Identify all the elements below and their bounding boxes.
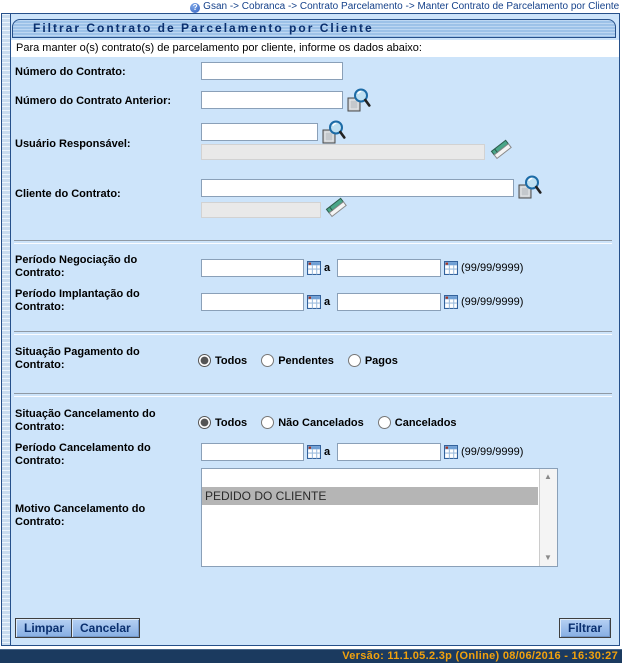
- motivo-cancelamento-listbox[interactable]: [201, 468, 558, 567]
- date-format-hint: (99/99/9999): [461, 446, 524, 458]
- limpar-button[interactable]: Limpar: [15, 618, 73, 638]
- radio-cancelamento-cancelados[interactable]: [378, 416, 457, 429]
- numero-contrato-anterior-label: Número do Contrato Anterior:: [15, 95, 172, 107]
- calendar-icon[interactable]: [444, 445, 458, 464]
- help-icon[interactable]: ?: [190, 3, 200, 13]
- periodo-negociacao-fim-input[interactable]: [337, 259, 441, 277]
- radio-label: Pendentes: [278, 354, 334, 367]
- section-divider: [14, 393, 612, 397]
- radio-pagamento-pendentes-input[interactable]: [261, 354, 274, 367]
- eraser-icon[interactable]: [490, 138, 512, 165]
- main-frame: [1, 13, 620, 646]
- search-icon[interactable]: [517, 174, 543, 205]
- calendar-icon[interactable]: [307, 445, 321, 464]
- radio-label: Todos: [215, 416, 248, 429]
- calendar-icon[interactable]: [444, 261, 458, 280]
- filtrar-button[interactable]: Filtrar: [559, 618, 611, 638]
- situacao-pagamento-label: Situação Pagamento do Contrato:: [15, 346, 140, 371]
- situacao-cancelamento-radio-group: [198, 416, 471, 429]
- date-range-separator: a: [324, 296, 331, 308]
- date-range-separator: a: [324, 262, 331, 274]
- eraser-icon[interactable]: [325, 196, 347, 223]
- radio-label: Não Cancelados: [278, 416, 364, 429]
- radio-cancelamento-todos-input[interactable]: [198, 416, 211, 429]
- radio-pagamento-todos-input[interactable]: [198, 354, 211, 367]
- breadcrumb: Gsan -> Cobranca -> Contrato Parcelamento -> Manter Contrato de Parcelamento por Cliente: [203, 1, 620, 12]
- motivo-cancelamento-label: Motivo Cancelamento do Contrato:: [15, 503, 146, 528]
- numero-contrato-label: Número do Contrato:: [15, 66, 126, 78]
- radio-label: Pagos: [364, 354, 398, 367]
- radio-label: Todos: [215, 354, 248, 367]
- search-icon[interactable]: [346, 87, 372, 118]
- version-text: Versão: 11.1.05.2.3p (Online) 08/06/2016 - 16:30:27: [342, 650, 618, 662]
- cliente-contrato-descricao: [201, 202, 321, 218]
- periodo-implantacao-fim-input[interactable]: [337, 293, 441, 311]
- date-range-separator: a: [324, 446, 331, 458]
- calendar-icon[interactable]: [307, 261, 321, 280]
- cliente-contrato-input[interactable]: [201, 179, 514, 197]
- date-format-hint: (99/99/9999): [461, 296, 524, 308]
- scroll-up-icon[interactable]: ▲: [544, 472, 552, 481]
- usuario-responsavel-descricao: [201, 144, 485, 160]
- periodo-negociacao-inicio-input[interactable]: [201, 259, 304, 277]
- breadcrumb-bar: [0, 0, 622, 13]
- cancelar-button[interactable]: Cancelar: [71, 618, 140, 638]
- section-divider: [14, 240, 612, 244]
- form-content: [11, 14, 619, 645]
- cliente-contrato-label: Cliente do Contrato:: [15, 188, 121, 200]
- radio-cancelamento-nao-cancelados[interactable]: [261, 416, 364, 429]
- scroll-down-icon[interactable]: ▼: [544, 553, 552, 562]
- periodo-implantacao-inicio-input[interactable]: [201, 293, 304, 311]
- radio-pagamento-pagos-input[interactable]: [348, 354, 361, 367]
- section-divider: [14, 331, 612, 335]
- instruction-text: Para manter o(s) contrato(s) de parcelamento por cliente, informe os dados abaixo:: [11, 40, 619, 57]
- radio-pagamento-pagos[interactable]: [348, 354, 398, 367]
- radio-cancelamento-cancelados-input[interactable]: [378, 416, 391, 429]
- periodo-implantacao-label: Período Implantação do Contrato:: [15, 288, 140, 313]
- situacao-pagamento-radio-group: [198, 354, 412, 367]
- radio-label: Cancelados: [394, 416, 457, 429]
- usuario-responsavel-input[interactable]: [201, 123, 318, 141]
- listbox-scrollbar[interactable]: [539, 469, 557, 566]
- periodo-cancelamento-fim-input[interactable]: [337, 443, 441, 461]
- numero-contrato-input[interactable]: [201, 62, 343, 80]
- version-bar: [0, 649, 622, 663]
- page-title: Filtrar Contrato de Parcelamento por Cliente: [12, 19, 616, 38]
- frame-left-decoration: [2, 14, 11, 645]
- date-format-hint: (99/99/9999): [461, 262, 524, 274]
- radio-cancelamento-nao-cancelados-input[interactable]: [261, 416, 274, 429]
- periodo-cancelamento-label: Período Cancelamento do Contrato:: [15, 442, 151, 467]
- usuario-responsavel-label: Usuário Responsável:: [15, 138, 131, 150]
- periodo-negociacao-label: Período Negociação do Contrato:: [15, 254, 138, 279]
- calendar-icon[interactable]: [444, 295, 458, 314]
- numero-contrato-anterior-input[interactable]: [201, 91, 343, 109]
- list-item[interactable]: [202, 469, 538, 487]
- radio-cancelamento-todos[interactable]: [198, 416, 247, 429]
- list-item-selected[interactable]: PEDIDO DO CLIENTE: [202, 487, 538, 505]
- radio-pagamento-pendentes[interactable]: [261, 354, 334, 367]
- situacao-cancelamento-label: Situação Cancelamento do Contrato:: [15, 408, 156, 433]
- radio-pagamento-todos[interactable]: [198, 354, 247, 367]
- calendar-icon[interactable]: [307, 295, 321, 314]
- periodo-cancelamento-inicio-input[interactable]: [201, 443, 304, 461]
